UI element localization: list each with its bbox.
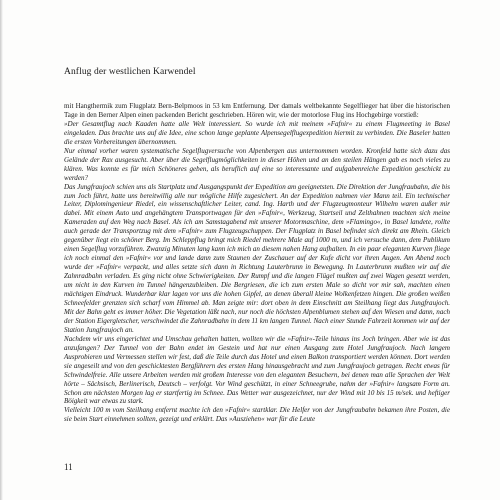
paragraph: Das Jungfraujoch schien uns als Startplatz und Ausgangspunkt der Expedition am geeignetsten. Die Direktion der Jungfraubahn, die bis zum Joch führt, hatte uns bereitwillig alle nur mögliche Hilfe zugesichert. An der Expedition nahmen vier Mann teil. Ein technischer Leiter, Diplomingenieur Riedel, ein wissenschaftlicher Leiter, cand. Ing. Harth und der Flugzeugmonteur Wilhelm waren außer mir dabei. Mit einem Auto und angehängtem Transportwagen für den »Fafnir«, Werkzeug, Startseil und Zelthahnen machten sich meine Kameraden auf den Weg nach Basel. Als ich am Samstagabend mit unserer Motormaschine, dem »Flamingo«, in Basel landete, rollte auch gerade der Transportzug mit dem »Fafnir« zum Flugzeugschuppen. Der Flugplatz in Basel befindet sich direkt am Rhein. Gleich gegenüber liegt ein schöner Berg. Im Schleppflug bringt mich Riedel mehrere Male auf 1000 m, und ich versuche dann, dem Publikum einen Segelflug vorzuführen. Zwanzig Minuten lang kann ich mich an diesem nahen Hang aufhalten. In ein paar eleganten Kurven fliege ich noch einmal den »Fafnir« vor und lande dann zum Staunen der Zuschauer auf der Kufe dicht vor ihren Augen. Am Abend noch wurde der »Fafnir« verpackt, und alles setzte sich dann in Richtung Lauterbrunn in Bewegung. In Lauterbrunn mußten wir auf die Zahnradbahn verladen. Es ging nicht ohne Schwierigkeiten. Der Rumpf und die langen Flügel mußten auf zwei Wagen gesetzt werden, um nicht in den Kurven im Tunnel hängenzubleiben. Die Bergriesen, die ich zum ersten Male so dicht vor mir sah, machten einen mächtigen Eindruck. Wunderbar klar lagen vor uns die hohen Gipfel, an denen überall kleine Wolkenfetzen hingen. Die großen weißen Schneefelder grenzten sich scharf vom Himmel ab. Man zeigte mir: dort oben in dem Einschnitt am Steilhang liegt das Jungfraujoch. Mit der Bahn geht es immer höher. Die Vegetation läßt nach, nur noch die höchsten Alpenblumen stehen auf den Wiesen und dann, nach der Station Eigergletscher, verschwindet die Zahnradbahn in dem 11 km langen Tunnel. Nach einer Stunde Fahrzeit kommen wir auf der Station Jungfraujoch an. (64, 182, 450, 334)
scan-edge (0, 0, 3, 500)
paragraph: mit Hangthermik zum Flugplatz Bern-Belpmoos in 53 km Entfernung. Der damals weltbekannte Segelflieger hat über die historischen Tage in den Berner Alpen einen packenden Bericht geschrieben. Hören wir, wie der motorlose Flug ins Hochgebirge vorstieß: (64, 102, 450, 119)
paragraph: Nachdem wir uns eingerichtet und Umschau gehalten hatten, wollten wir die »Fafnir«-Teile hinaus ins Joch bringen. Aber wie ist das anzufangen? Der Tunnel von der Bahn endet im Gestein und hat nur einen Ausgang zum Hotel Jungfraujoch. Nach langem Ausprobieren und Vermessen stellen wir fest, daß die Teile durch das Hotel und einen Balkon transportiert werden können. Dort werden sie angeseilt und von den geschicktesten Bergführern des ersten Hang hinausgebracht und zum Jungfraujoch getragen. Recht etwas für Schwindelfreie. Alle unsere Arbeiten werden mit großem Interesse von den eleganten Besuchern, bei denen man alle Sprachen der Welt hörte – Sächsisch, Berlinerisch, Deutsch – verfolgt. Vor Wind geschützt, in einer Schneegrube, nahm der »Fafnir« langsam Form an. Schon am nächsten Morgen lag er startfertig im Schnee. Das Wetter war ausgezeichnet, nur der Wind mit 10 bis 15 m/sek. und heftiger Böigkeit war etwas zu stark. (64, 334, 450, 406)
paragraph: Nur einmal vorher waren systematische Segelflugversuche von Alpenbergen aus unternommen worden. Kronfeld hatte sich dazu das Gelände der Rax ausgesucht. Aber über die Segelflugmöglichkeiten in dieser Höhen und an den steilen Hängen gab es noch vieles zu klären. Was konnte es für mich Schöneres geben, als beruflich auf eine so interessante und aufgabenreiche Expedition geschickt zu werden? (64, 146, 450, 182)
body-text (64, 102, 450, 424)
paragraph: Vielleicht 100 m vom Steilhang entfernt machte ich den »Fafnir« startklar. Die Helfer von der Jungfraubahn bekamen ihre Posten, die sie beim Start einnehmen sollten, gezeigt und erklärt. Das »Ausziehen« war für die Leute (64, 406, 450, 424)
figure-caption: Anflug der westlichen Karwendel (64, 67, 196, 77)
page-number: 11 (64, 462, 73, 472)
paragraph: »Der Gesamtflug nach Kaaden hatte alle Welt interessiert. So wurde ich mit meinem »Fafnir« zu einem Flugmeeting in Basel eingeladen. Das brachte uns auf die Idee, eine schon lange geplante Alpensegelflugexpedition hiermit zu verbinden. Die Baseler hatten die ersten Vorbereitungen übernommen. (64, 119, 450, 146)
